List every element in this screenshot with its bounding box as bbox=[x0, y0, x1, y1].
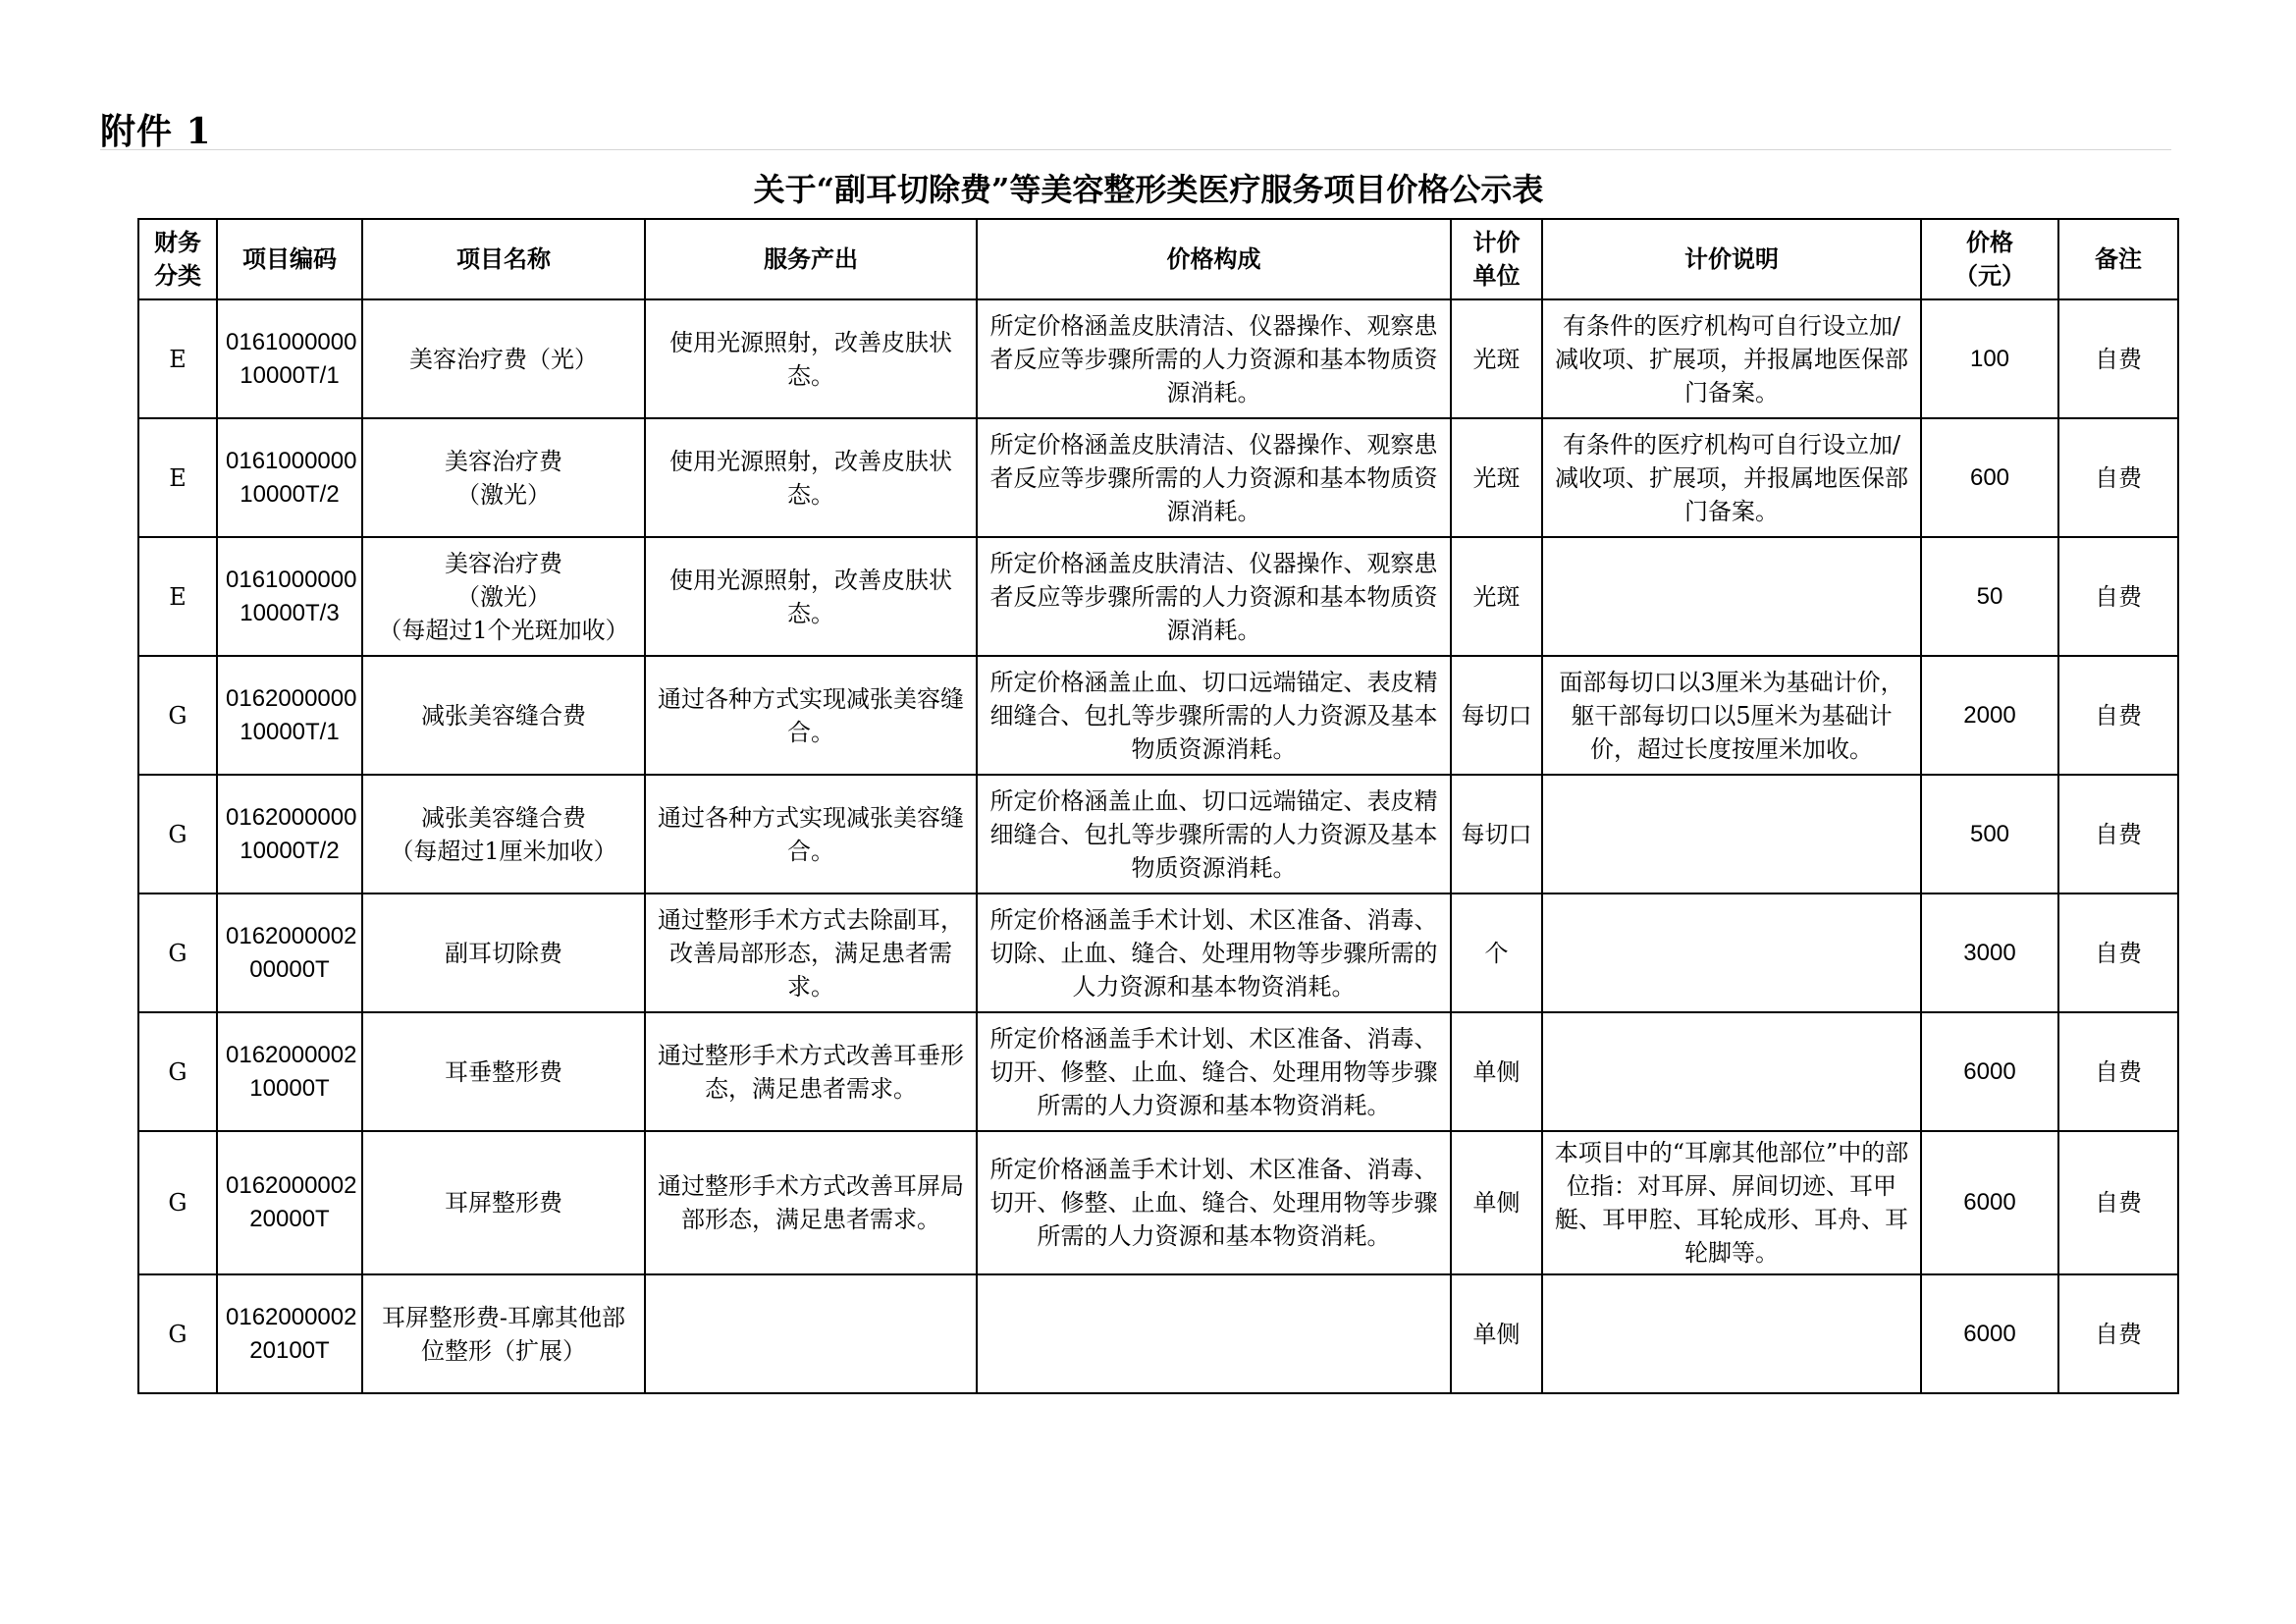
header-name: 项目名称 bbox=[362, 219, 645, 299]
cell-output: 使用光源照射，改善皮肤状态。 bbox=[645, 299, 977, 418]
cell-code: 0161000000 10000T/2 bbox=[217, 418, 362, 537]
cell-name: 美容治疗费 （激光） （每超过1个光斑加收） bbox=[362, 537, 645, 656]
cell-name: 耳屏整形费-耳廓其他部 位整形（扩展） bbox=[362, 1274, 645, 1393]
cell-composition bbox=[977, 1274, 1451, 1393]
cell-output bbox=[645, 1274, 977, 1393]
cell-category: G bbox=[138, 1012, 217, 1131]
cell-composition: 所定价格涵盖皮肤清洁、仪器操作、观察患者反应等步骤所需的人力资源和基本物质资源消耗。 bbox=[977, 299, 1451, 418]
table-header-row bbox=[138, 219, 2178, 299]
cell-code: 0161000000 10000T/3 bbox=[217, 537, 362, 656]
cell-composition: 所定价格涵盖止血、切口远端锚定、表皮精细缝合、包扎等步骤所需的人力资源及基本物质资源消耗。 bbox=[977, 775, 1451, 893]
cell-name: 美容治疗费（光） bbox=[362, 299, 645, 418]
header-unit: 计价 单位 bbox=[1451, 219, 1542, 299]
cell-composition: 所定价格涵盖皮肤清洁、仪器操作、观察患者反应等步骤所需的人力资源和基本物质资源消耗。 bbox=[977, 537, 1451, 656]
price-table bbox=[137, 218, 2179, 1394]
cell-category: G bbox=[138, 775, 217, 893]
table-body bbox=[138, 299, 2178, 1393]
cell-unit: 光斑 bbox=[1451, 299, 1542, 418]
cell-remark: 自费 bbox=[2058, 299, 2178, 418]
table-row bbox=[138, 1012, 2178, 1131]
cell-code: 0162000002 00000T bbox=[217, 893, 362, 1012]
cell-price: 6000 bbox=[1921, 1131, 2058, 1274]
table-row bbox=[138, 418, 2178, 537]
cell-category: E bbox=[138, 418, 217, 537]
cell-composition: 所定价格涵盖手术计划、术区准备、消毒、切开、修整、止血、缝合、处理用物等步骤所需的人力资源和基本物资消耗。 bbox=[977, 1131, 1451, 1274]
cell-category: E bbox=[138, 537, 217, 656]
header-divider bbox=[100, 149, 2171, 150]
cell-price: 100 bbox=[1921, 299, 2058, 418]
cell-name: 副耳切除费 bbox=[362, 893, 645, 1012]
cell-note bbox=[1542, 775, 1921, 893]
cell-composition: 所定价格涵盖手术计划、术区准备、消毒、切除、止血、缝合、处理用物等步骤所需的人力资源和基本物资消耗。 bbox=[977, 893, 1451, 1012]
cell-price: 50 bbox=[1921, 537, 2058, 656]
cell-name: 美容治疗费 （激光） bbox=[362, 418, 645, 537]
cell-remark: 自费 bbox=[2058, 1131, 2178, 1274]
cell-remark: 自费 bbox=[2058, 1012, 2178, 1131]
cell-remark: 自费 bbox=[2058, 656, 2178, 775]
header-price: 价格 （元） bbox=[1921, 219, 2058, 299]
table-row bbox=[138, 893, 2178, 1012]
cell-note: 面部每切口以3厘米为基础计价，躯干部每切口以5厘米为基础计价，超过长度按厘米加收。 bbox=[1542, 656, 1921, 775]
cell-unit: 单侧 bbox=[1451, 1012, 1542, 1131]
cell-note: 有条件的医疗机构可自行设立加/减收项、扩展项，并报属地医保部门备案。 bbox=[1542, 299, 1921, 418]
table-row bbox=[138, 775, 2178, 893]
cell-code: 0161000000 10000T/1 bbox=[217, 299, 362, 418]
cell-composition: 所定价格涵盖皮肤清洁、仪器操作、观察患者反应等步骤所需的人力资源和基本物质资源消耗。 bbox=[977, 418, 1451, 537]
cell-category: G bbox=[138, 656, 217, 775]
cell-remark: 自费 bbox=[2058, 775, 2178, 893]
cell-name: 减张美容缝合费 bbox=[362, 656, 645, 775]
table-row bbox=[138, 656, 2178, 775]
cell-unit: 每切口 bbox=[1451, 656, 1542, 775]
cell-unit: 光斑 bbox=[1451, 537, 1542, 656]
cell-unit: 光斑 bbox=[1451, 418, 1542, 537]
header-code: 项目编码 bbox=[217, 219, 362, 299]
cell-note bbox=[1542, 537, 1921, 656]
cell-unit: 个 bbox=[1451, 893, 1542, 1012]
table-row bbox=[138, 537, 2178, 656]
cell-price: 500 bbox=[1921, 775, 2058, 893]
cell-price: 6000 bbox=[1921, 1274, 2058, 1393]
table-row bbox=[138, 299, 2178, 418]
cell-composition: 所定价格涵盖手术计划、术区准备、消毒、切开、修整、止血、缝合、处理用物等步骤所需的人力资源和基本物资消耗。 bbox=[977, 1012, 1451, 1131]
cell-category: E bbox=[138, 299, 217, 418]
cell-name: 耳垂整形费 bbox=[362, 1012, 645, 1131]
attachment-label: 附件 1 bbox=[100, 111, 212, 152]
cell-remark: 自费 bbox=[2058, 537, 2178, 656]
cell-output: 通过各种方式实现减张美容缝合。 bbox=[645, 656, 977, 775]
cell-price: 6000 bbox=[1921, 1012, 2058, 1131]
cell-code: 0162000002 10000T bbox=[217, 1012, 362, 1131]
cell-composition: 所定价格涵盖止血、切口远端锚定、表皮精细缝合、包扎等步骤所需的人力资源及基本物质资源消耗。 bbox=[977, 656, 1451, 775]
table-row bbox=[138, 1274, 2178, 1393]
cell-note: 本项目中的“耳廓其他部位”中的部位指：对耳屏、屏间切迹、耳甲艇、耳甲腔、耳轮成形、耳舟、耳轮脚等。 bbox=[1542, 1131, 1921, 1274]
header-category: 财务 分类 bbox=[138, 219, 217, 299]
header-remark: 备注 bbox=[2058, 219, 2178, 299]
cell-output: 通过整形手术方式去除副耳，改善局部形态，满足患者需求。 bbox=[645, 893, 977, 1012]
table-row bbox=[138, 1131, 2178, 1274]
header-composition: 价格构成 bbox=[977, 219, 1451, 299]
cell-category: G bbox=[138, 1131, 217, 1274]
cell-note bbox=[1542, 893, 1921, 1012]
cell-price: 3000 bbox=[1921, 893, 2058, 1012]
cell-code: 0162000000 10000T/2 bbox=[217, 775, 362, 893]
cell-price: 600 bbox=[1921, 418, 2058, 537]
cell-output: 使用光源照射，改善皮肤状态。 bbox=[645, 537, 977, 656]
header-output: 服务产出 bbox=[645, 219, 977, 299]
cell-name: 耳屏整形费 bbox=[362, 1131, 645, 1274]
cell-category: G bbox=[138, 893, 217, 1012]
cell-unit: 单侧 bbox=[1451, 1131, 1542, 1274]
cell-output: 通过整形手术方式改善耳屏局部形态，满足患者需求。 bbox=[645, 1131, 977, 1274]
cell-unit: 单侧 bbox=[1451, 1274, 1542, 1393]
cell-note bbox=[1542, 1274, 1921, 1393]
cell-output: 通过整形手术方式改善耳垂形态，满足患者需求。 bbox=[645, 1012, 977, 1131]
cell-code: 0162000000 10000T/1 bbox=[217, 656, 362, 775]
cell-name: 减张美容缝合费 （每超过1厘米加收） bbox=[362, 775, 645, 893]
cell-remark: 自费 bbox=[2058, 1274, 2178, 1393]
cell-remark: 自费 bbox=[2058, 418, 2178, 537]
cell-code: 0162000002 20000T bbox=[217, 1131, 362, 1274]
header-note: 计价说明 bbox=[1542, 219, 1921, 299]
cell-output: 使用光源照射，改善皮肤状态。 bbox=[645, 418, 977, 537]
cell-price: 2000 bbox=[1921, 656, 2058, 775]
cell-note bbox=[1542, 1012, 1921, 1131]
cell-remark: 自费 bbox=[2058, 893, 2178, 1012]
cell-category: G bbox=[138, 1274, 217, 1393]
cell-output: 通过各种方式实现减张美容缝合。 bbox=[645, 775, 977, 893]
cell-unit: 每切口 bbox=[1451, 775, 1542, 893]
cell-code: 0162000002 20100T bbox=[217, 1274, 362, 1393]
cell-note: 有条件的医疗机构可自行设立加/减收项、扩展项，并报属地医保部门备案。 bbox=[1542, 418, 1921, 537]
page-title: 关于“副耳切除费”等美容整形类医疗服务项目价格公示表 bbox=[753, 171, 1544, 208]
